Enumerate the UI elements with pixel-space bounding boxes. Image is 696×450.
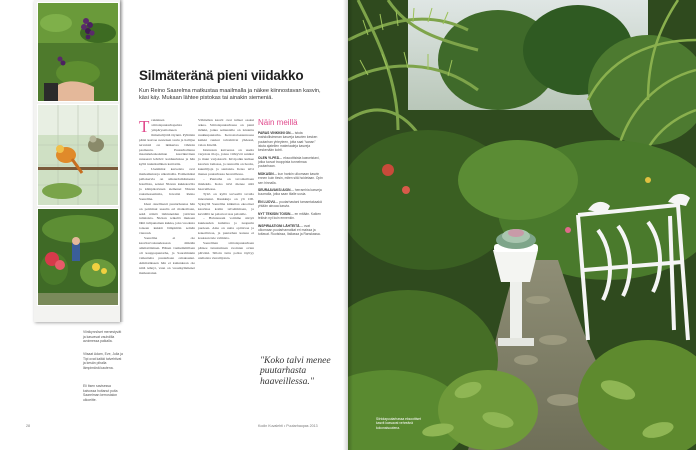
sidebar-item bbox=[258, 188, 324, 197]
sidebar-item bbox=[258, 156, 324, 169]
article-lead: Kun Reino Saarelma matkustaa maailmalla ja näkee kiinnostavan kasvin, käsi käy. Mukaan lähtee pistokas tai ainakin siemeniä. bbox=[139, 88, 321, 102]
grapevine-photo bbox=[37, 2, 119, 102]
article-paragraph: – Halutessani voimme siirtyä kuukauden kuluttua jo naapurin puoleen. Aina on uutta opittavaa ja kokeiltavaa, ja puutarhan kanssa ei koskaan tule valmista. bbox=[198, 216, 254, 241]
article-paragraph: Ideat oleellisesti puutarhaansa hän on poiminut usealta eri matkoiltaan, sekä näistä ilahtuneiden ystävien tuliaisista. Nizzan retkeltä mukaan lähti tulipunainen kukka, joka vuodesta toiseen kukkii lämpimän seinän vieressä. bbox=[139, 201, 195, 236]
article-column-1 bbox=[139, 118, 195, 418]
sidebar-item-label: SEURAAVAKSI AION… bbox=[258, 188, 294, 193]
article-paragraph: – Puutarha on tavoitteiltaan mielekäs. Koko talvi menee siitä haaveillessa. bbox=[198, 177, 254, 191]
sidebar-item bbox=[258, 172, 324, 185]
sidebar-item-text: en mitään. Kaiken tekisin nyt kuin ennenkin. bbox=[258, 211, 321, 221]
article-paragraph: Saarelman siirtolapuutarhaan pääsee tutustumaan avointen ovien päivänä. Silloin tuttu polku täyttyy uteliaista vierailijoista. bbox=[198, 241, 254, 260]
garden-flowers-photo bbox=[37, 208, 119, 306]
caption-strip-3: Eli Itsen savisessa kaivossa hoitanut puita Saarelman kerrostalon ulkoeitte. bbox=[83, 384, 118, 402]
photo-caption: Siirtolapuutarhassa eksoottiset kasvit kasvavat vehreänä kokonaisuutena. bbox=[376, 417, 421, 430]
sidebar-item bbox=[258, 212, 324, 221]
garden-scene-illustration bbox=[348, 0, 696, 450]
sidebar-item-label: INSPIRAATIONI LÄHTEITÄ… bbox=[258, 223, 303, 228]
parakeets-photo bbox=[37, 104, 119, 206]
sidebar-item-text: ovat ulkomaan puutarhamatkat eri maissa ja tuttavat. Ruotsissa, Italiassa ja Ranskassa. bbox=[258, 223, 321, 237]
caption-strip-2: Viisaat Adam, Eve, Julia ja Tipi ovat kaikki talvehtivat ja kesän pihalla lämpimänä kautena. bbox=[83, 352, 123, 370]
article-headline: Silmäteränä pieni viidakko bbox=[139, 68, 304, 83]
article-paragraph: – Useimmat kasveista ovat matkamuistoja ulkomailta. Esimerkiksi pallokervia on amsterdamilaisesta hotellista, sennat Nizzan kukkatorilta ja käärpikoivuen siemenet Nizzan rautatieasemalta, havaitsi Reino Saarelma. bbox=[139, 167, 195, 201]
sidebar-item-label: NYT TEKISIN TOISIN… bbox=[258, 211, 294, 216]
sidebar-title: Näin meillä bbox=[258, 118, 298, 127]
article-column-2 bbox=[198, 118, 254, 418]
sidebar-item bbox=[258, 200, 324, 209]
magazine-footer: Kodin Kuvalehti • Puutarhaopas 2013 bbox=[258, 424, 318, 428]
photo-strip bbox=[34, 0, 120, 322]
drop-cap: T bbox=[139, 117, 150, 136]
article-paragraph: Vähitellen kasvit ovat tulleet osaksi arkea. Siirtolapuutarhassa on pieni mökki, jonka seinustalle on istutettu ruukkupuutarha. Kerrostaloasunnossa kaikki ruukut talvehtivat yhdessä, valon äärellä. bbox=[198, 118, 254, 147]
sidebar-item-label: EN LUOVU… bbox=[258, 200, 279, 205]
sidebar-item-label: MOKASIN… bbox=[258, 171, 277, 176]
article-paragraph: Istutusten katveessa on useita varjoisia tiloja, joissa viihtyvät sanikat ja muut varjokasvit. Kivipolku kulkee kasvien lomassa, ja reunoilla on hostia, kuunliljoja ja saniaisia. Koko talvi menee puutarhassa haaveillessa. bbox=[198, 147, 254, 177]
article-paragraph-first: rakisinen siirtolapuutarhapalsta ympärysaitoineen ihmettelijöitä täynnä. Pyhäisin pääsi kasvaa nesteisen taulu ja hallijaa terveisiä on ikäkertaa vihdoin pasmautu. Puutarhallansa maatatkrieskaisman kasvikuvinen runsaasti lehtivä: kaiduurinkaa ja hän kyllä tuuletkullinen karttatila. bbox=[139, 118, 195, 167]
caption-strip-1: Viinikynnöset menestyvät ja kasvavat vauhdilla avoimessa paikalla. bbox=[83, 330, 122, 344]
sidebar-item-text: eksoottisista kasveistani, jotka tuovat trooppista tunnelmaa puutarhaan. bbox=[258, 155, 320, 169]
sidebar-item-text: istuta mahdollisimman kasveja kasvien kesken puutarhan yhteyteen, jotta saat "sanan" istuta ajatellen materiaaleja kasveja keskenään kohti. bbox=[258, 131, 318, 153]
pull-quote: "Koko talvi menee puutarhasta haaveillessa." bbox=[260, 355, 331, 387]
article-paragraph: Tyttö on kyllä terveellä tavalla innostunut. Ruukkuja on yli 100. Syksyllä Saarelma kiikuttaa ekootiset kasvinsa kotiin talvehtimaan, ja keväällä ne palaavat taas palstalle. bbox=[198, 191, 254, 216]
sidebar-nain-meilla bbox=[258, 118, 324, 240]
page-number: 28 bbox=[26, 424, 30, 428]
sidebar-item-text: puutarhastani tamamtakaakä yhtään ainoaa kasvia. bbox=[258, 200, 322, 209]
spine-gutter bbox=[343, 0, 353, 450]
sidebar-item-text: kun hankin ulkomaan kasvin ennen kuin tiesin, miten sitä hoidetaan. Opin sen hinnalla. bbox=[258, 171, 323, 185]
garden-photo bbox=[348, 0, 696, 450]
sidebar-item bbox=[258, 224, 324, 237]
article-paragraph: Saarelma ei ole kasvitarvaisuudessaan mikään ammattilainen. Hänen vanhemmillaan oli kauppapuutarha, ja Saarelmakin vaikutteita puutarhaan omaksunut. Ammatikseen hän ei kuitenkaan ole niitä tehnyt, vaan on vuosikymmenet matkustanut. bbox=[139, 236, 195, 275]
sidebar-item bbox=[258, 131, 324, 152]
sidebar-item-text: herramhia kasveja kuumalla, jotka saan tilalle uusia. bbox=[258, 188, 322, 197]
sidebar-item-label: OLEN YLPEÄ… bbox=[258, 155, 283, 160]
sidebar-item-label: PARAS VINKKINI ON… bbox=[258, 131, 294, 135]
